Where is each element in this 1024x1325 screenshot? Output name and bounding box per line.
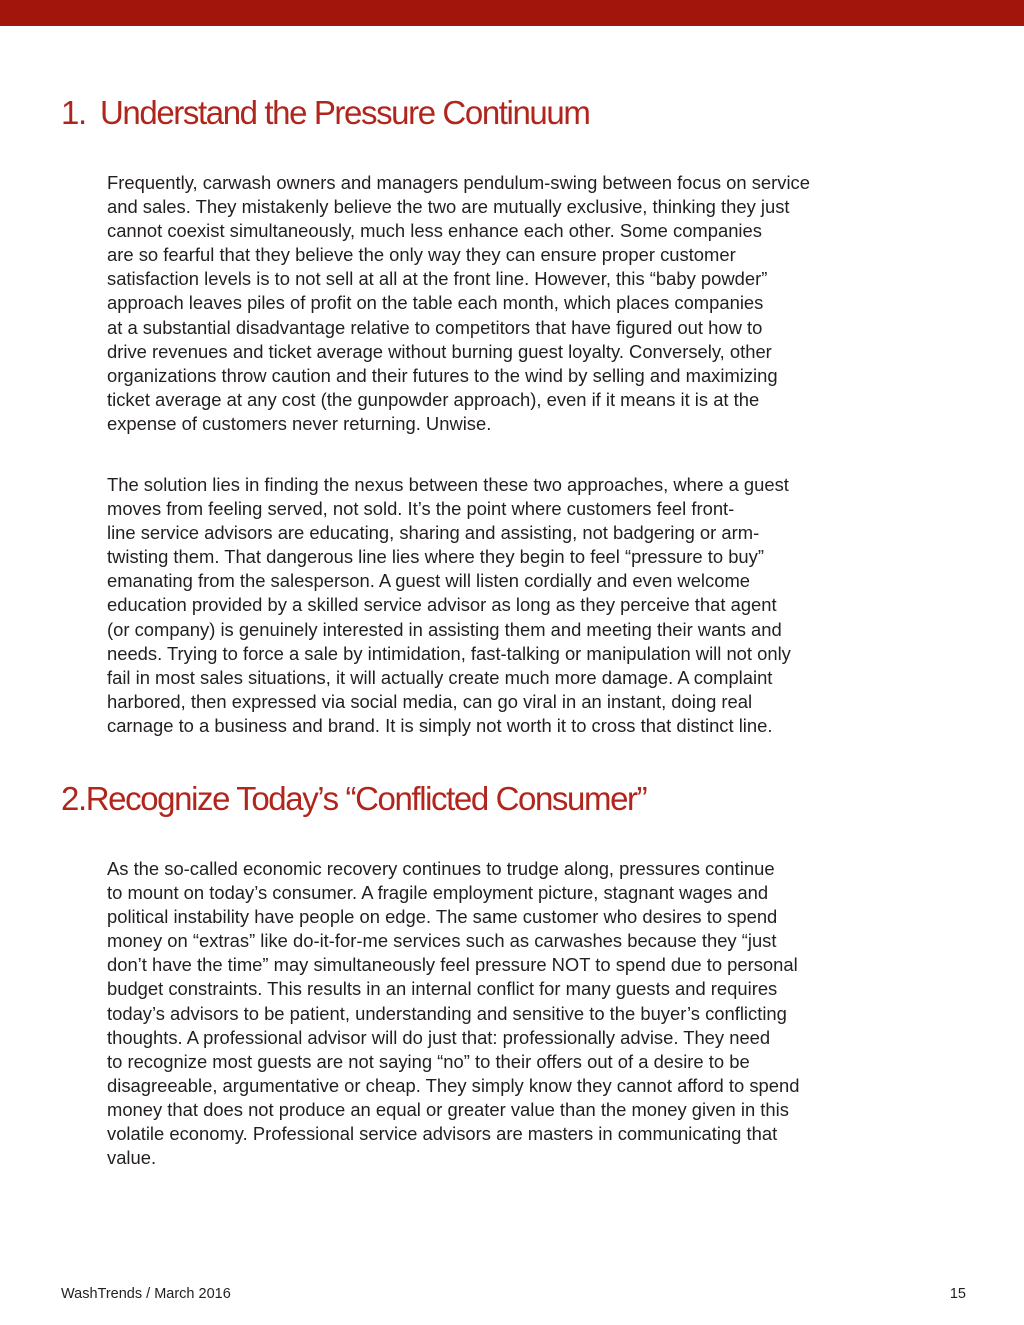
paragraph-line: expense of customers never returning. Unwise.: [107, 412, 492, 434]
paragraph-line: approach leaves piles of profit on the table each month, which places companies: [107, 292, 764, 314]
paragraph-line: at a substantial disadvantage relative to competitors that have figured out how to: [107, 316, 763, 338]
section-1-title: Understand the Pressure Continuum: [100, 94, 590, 131]
paragraph-line: education provided by a skilled service advisor as long as they perceive that agent: [107, 594, 777, 616]
paragraph-line: moves from feeling served, not sold. It’s the point where customers feel front-: [107, 498, 735, 520]
paragraph-line: harbored, then expressed via social media, can go viral in an instant, doing real: [107, 690, 753, 712]
paragraph-line: (or company) is genuinely interested in assisting them and meeting their wants and: [107, 618, 782, 640]
paragraph-line: are so fearful that they believe the only way they can ensure proper customer: [107, 244, 736, 266]
paragraph-line: As the so-called economic recovery continues to trudge along, pressures continue: [107, 858, 775, 879]
section-1-heading: [61, 94, 589, 132]
paragraph-line: emanating from the salesperson. A guest will listen cordially and even welcome: [107, 570, 750, 592]
section-2-title: Recognize Today’s “Conflicted Consumer”: [85, 780, 647, 817]
paragraph-line: cannot coexist simultaneously, much less enhance each other. Some companies: [107, 220, 762, 242]
paragraph-line: needs. Trying to force a sale by intimidation, fast-talking or manipulation will not only: [107, 642, 791, 664]
section-1-number: 1.: [61, 94, 86, 131]
paragraph-line: money on “extras” like do-it-for-me services such as carwashes because they “just: [107, 930, 777, 952]
paragraph-line: value.: [107, 1147, 157, 1169]
top-color-bar: [0, 0, 1024, 26]
paragraph-line: fail in most sales situations, it will actually create much more damage. A complaint: [107, 666, 773, 688]
paragraph-line: organizations throw caution and their futures to the wind by selling and maximizing: [107, 364, 778, 386]
paragraph-line: carnage to a business and brand. It is simply not worth it to cross that distinct line.: [107, 714, 773, 736]
paragraph-line: thoughts. A professional advisor will do just that: professionally advise. They need: [107, 1026, 771, 1048]
paragraph-line: volatile economy. Professional service advisors are masters in communicating that: [107, 1123, 778, 1145]
paragraph-line: ticket average at any cost (the gunpowder approach), even if it means it is at the: [107, 388, 760, 410]
paragraph-line: and sales. They mistakenly believe the two are mutually exclusive, thinking they just: [107, 196, 790, 218]
paragraph-line: disagreeable, argumentative or cheap. They simply know they cannot afford to spend: [107, 1074, 800, 1096]
footer-page-number: 15: [949, 1286, 966, 1302]
paragraph-line: Frequently, carwash owners and managers pendulum-swing between focus on service: [107, 172, 810, 193]
paragraph-line: drive revenues and ticket average without burning guest loyalty. Conversely, other: [107, 340, 772, 362]
paragraph-line: don’t have the time” may simultaneously feel pressure NOT to spend due to personal: [107, 954, 798, 976]
paragraph-line: satisfaction levels is to not sell at all at the front line. However, this “baby powder”: [107, 268, 768, 290]
paragraph-line: The solution lies in finding the nexus between these two approaches, where a guest: [107, 474, 789, 495]
section-2-number: 2.: [61, 780, 86, 817]
paragraph-line: budget constraints. This results in an internal conflict for many guests and requires: [107, 978, 778, 1000]
paragraph-line: political instability have people on edge. The same customer who desires to spend: [107, 906, 778, 928]
paragraph-line: twisting them. That dangerous line lies where they begin to feel “pressure to buy”: [107, 546, 764, 568]
paragraph-line: to mount on today’s consumer. A fragile employment picture, stagnant wages and: [107, 882, 769, 904]
section-1-paragraph-2: [107, 473, 977, 738]
section-1-paragraph-1: [107, 171, 977, 436]
section-2-heading: [61, 780, 646, 818]
paragraph-line: to recognize most guests are not saying “no” to their offers out of a desire to be: [107, 1050, 750, 1072]
paragraph-line: money that does not produce an equal or greater value than the money given in this: [107, 1098, 789, 1120]
section-2-paragraph-1: [107, 857, 977, 1170]
paragraph-line: line service advisors are educating, sharing and assisting, not badgering or arm-: [107, 522, 760, 544]
paragraph-line: today’s advisors to be patient, understanding and sensitive to the buyer’s conflicting: [107, 1002, 787, 1024]
footer-publication: WashTrends / March 2016: [61, 1286, 231, 1302]
